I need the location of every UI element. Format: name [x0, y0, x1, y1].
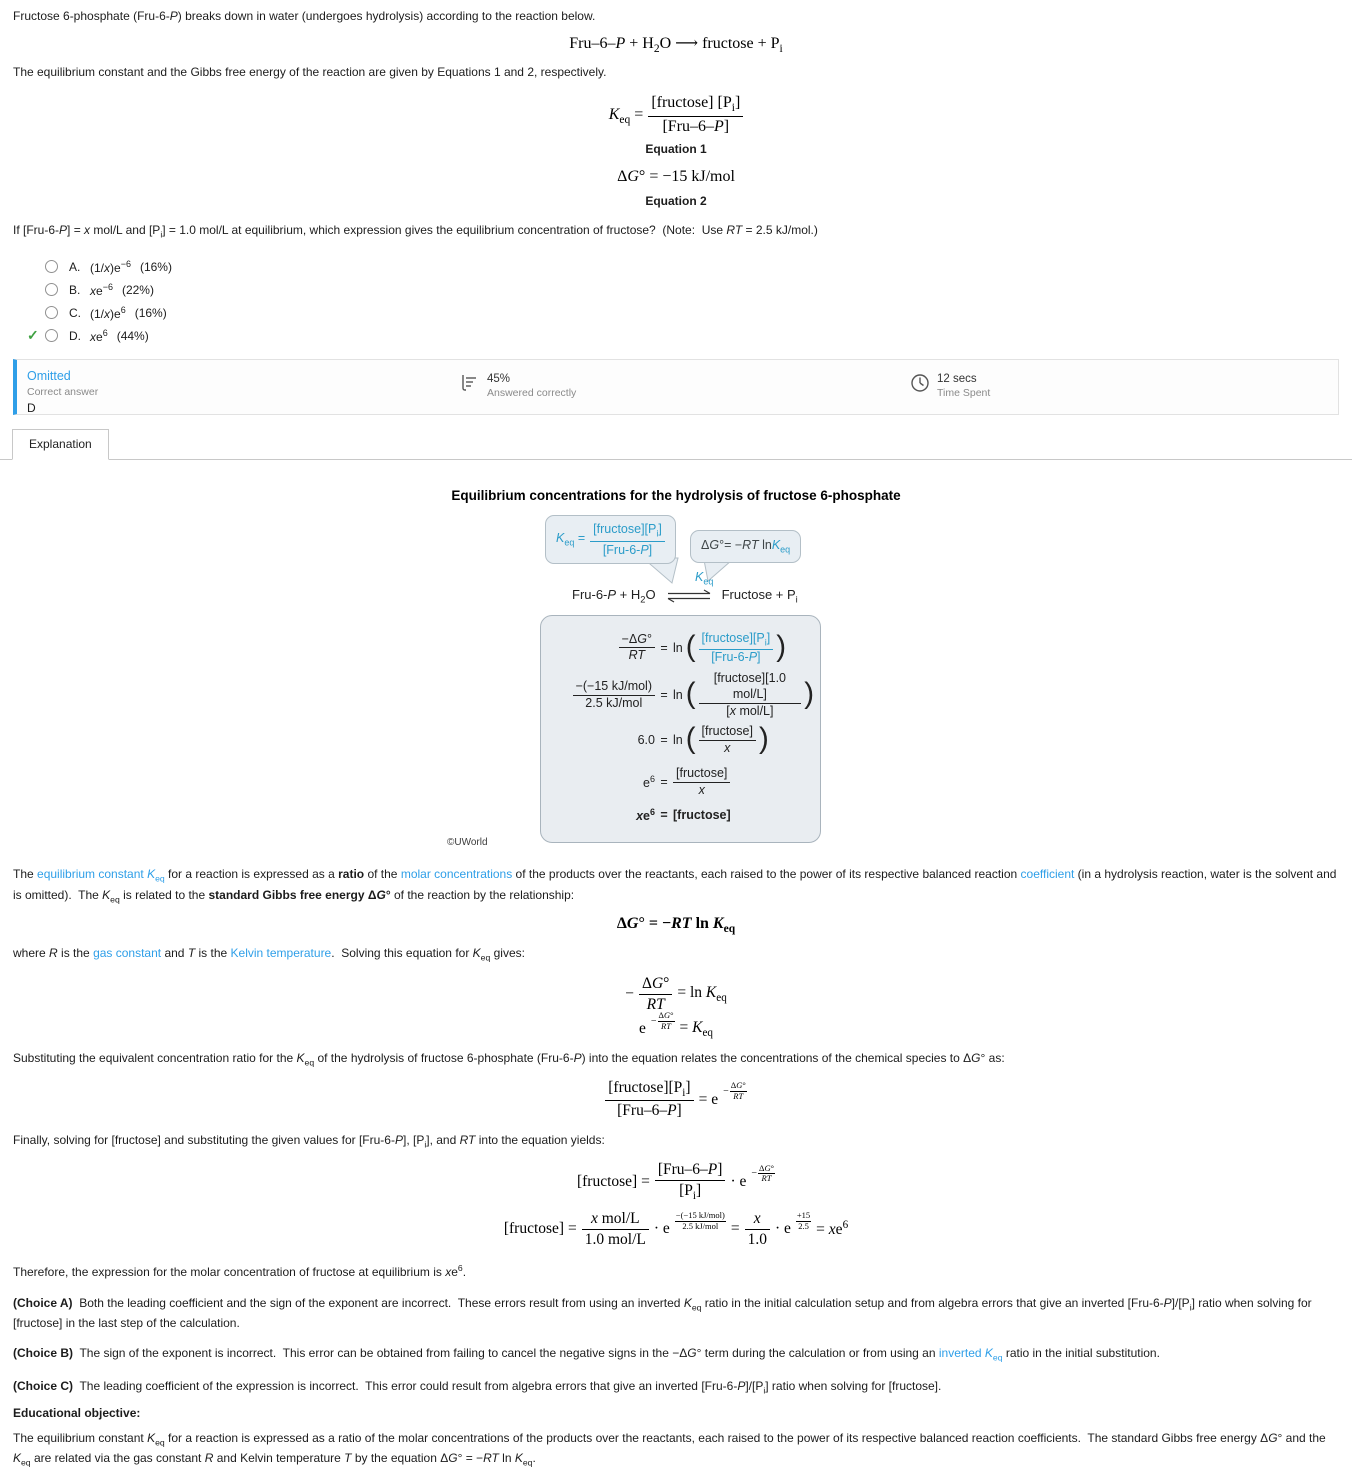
correct-answer-value: D: [27, 400, 36, 415]
reaction-left: $Fru-6-P + H_2O$: [572, 587, 656, 606]
educational-objective-body: The equilibrium constant $K_{eq}$ for a reaction is expressed as a ratio of the molar concentrations of the products over the reactants, each raised to the power of its respective balanced reaction coefficients. The standard Gibbs free energy ΔG° and the $K_{eq}$ are related via the gas constant R and Kelvin temperature T by the equation ΔG° = −RT $\ln K_{eq}$.: [13, 1430, 1326, 1468]
reaction-equation: $Fru-6-P + H_2O$ ⟶ fructose + $P_i$: [569, 35, 783, 56]
percent-correct-value: 45%: [487, 373, 511, 386]
result-card: [13, 359, 1339, 415]
tab-bar: [0, 429, 1352, 460]
explanation-paragraph-3: Substituting the equivalent concentration ratio for the $K_{eq}$ of the hydrolysis of fructose 6-phosphate (Fru-6-P) into the equation relates the concentrations of the chemical species to ΔG° as:: [13, 1050, 1005, 1067]
derivation-box: [540, 615, 821, 843]
educational-objective-title: [13, 1404, 1339, 1422]
question-intro: Fructose 6-phosphate (Fru-6-P) breaks down in water (undergoes hydrolysis) according to the reaction below.: [13, 9, 596, 23]
choice-b-explanation: (Choice B) The sign of the exponent is incorrect. This error can be obtained from failing to cancel the negative signs in the −ΔG° term during the calculation or from using an inverted $K_{eq}$ ratio in the initial substitution.: [13, 1346, 1160, 1363]
time-spent-value: 12 secs: [937, 373, 977, 386]
equation-2: ΔG° = −15 kJ/mol: [617, 168, 735, 186]
choice-letter: C.: [69, 305, 81, 320]
copyright: ©UWorld: [447, 837, 488, 849]
choice-letter: B.: [69, 282, 81, 297]
choice-row-b: [13, 278, 1339, 301]
choice-row-a: [13, 255, 1339, 278]
equation-solve-2: e − $\frac{\Delta G^\circ}{RT}$ = $K_{eq}$: [638, 1009, 714, 1040]
choice-a-explanation: (Choice A) Both the leading coefficient and the sign of the exponent are incorrect. These errors result from using an inverted $K_{eq}$ ratio in the initial calculation setup and from algebra errors that give an inverted $[Fru-6-P]/[P_i]$ ratio when solving for [fructose] in the last step of the calculation.: [13, 1295, 1312, 1331]
explanation-conclusion: Therefore, the expression for the molar concentration of fructose at equilibrium is $xe^6$.: [13, 1262, 467, 1279]
equilibrium-arrows-icon: [665, 589, 713, 603]
choice-percent: (22%): [121, 282, 154, 297]
figure-title: Equilibrium concentrations for the hydrolysis of fructose 6-phosphate: [451, 488, 901, 504]
choice-radio-b[interactable]: [45, 283, 58, 296]
choice-formula: $(1/x)e^{-6}$: [90, 258, 131, 275]
choice-percent: (16%): [139, 259, 172, 274]
choice-radio-a[interactable]: [45, 260, 58, 273]
question-page: [0, 7, 1352, 1470]
correct-answer-label: Correct answer: [27, 386, 99, 399]
choice-c-explanation: (Choice C) The leading coefficient of the expression is incorrect. This error could result from algebra errors that give an inverted $[Fru-6-P]/[P_i]$ ratio when solving for [fructose].: [13, 1378, 942, 1396]
time-spent-block: [910, 372, 990, 401]
equation-substitution: $\frac{[fructose][P_i]}{\text{[Fru–6–P]}}$ = e − $\frac{\Delta G^\circ}{RT}$: [13, 1078, 1339, 1122]
derivation-row-5: $xe^6$ = [fructose]: [636, 807, 731, 824]
choice-letter: D.: [69, 328, 81, 343]
question-prompt: If [Fru-6-P] = x mol/L and $[P_i] = 1.0$ mol/L at equilibrium, which expression gives the equilibrium concentration of fructose? (Note: Use RT = 2.5 kJ/mol.): [13, 223, 818, 240]
delta-g-bubble: ΔG°= −RT lnK$_{eq}$: [690, 530, 801, 563]
educational-objective-heading: Educational objective:: [13, 1405, 141, 1420]
equation-1: $K_{eq}$ = $\frac{[fructose] [P_i]}{\text{[Fru–6–P]}}$: [13, 93, 1339, 138]
choice-radio-d[interactable]: [45, 329, 58, 342]
question-intro-2: The equilibrium constant and the Gibbs free energy of the reaction are given by Equations 1 and 2, respectively.: [13, 65, 607, 80]
choice-percent: (44%): [116, 328, 149, 343]
keq-definition-bubble: $K_{eq}$ = $\frac{[fructose][P_i]}{\text{[Fru-6-P]}}$: [545, 515, 676, 563]
reaction-right: Fructose + $P_i$: [721, 587, 798, 606]
equation-final-1: [fructose] = $\frac{\text{[Fru–6–P]}}{[P_i]}$ · e − $\frac{\Delta G^\circ}{RT}$: [576, 1160, 775, 1203]
keq-arrow-label: $K_{eq}$: [695, 570, 714, 587]
explanation-paragraph-1: The equilibrium constant $K_{eq}$ for a reaction is expressed as a ratio of the molar concentrations of the products over the reactants, each raised to the power of its respective balanced reaction coefficient (in a hydrolysis reaction, water is the solvent and is omitted). The $K_{eq}$ is related to the standard Gibbs free energy ΔG° of the reaction by the relationship:: [13, 867, 1337, 905]
derivation-row-1: $\frac{-\Delta G^\circ}{RT}$ = ln ( $\frac{[fructose][P_i]}{\text{[Fru-6-P]}}$ ): [543, 624, 814, 671]
equation-solve-1: − $\frac{\Delta G^\circ}{RT}$ = $\ln K_{eq}$: [625, 974, 727, 1013]
explanation-body: [0, 865, 1352, 1469]
derivation-row-3: 6.0 = ln ( $\frac{\text{[fructose]}}{x}$ ): [637, 722, 769, 756]
choice-formula: $xe^{-6}$: [90, 281, 113, 298]
choice-percent: (16%): [134, 305, 167, 320]
equation-final-2: [fructose] = $\frac{\text{x mol/L}}{\text{1.0 mol/L}}$ · e −(−15 kJ/mol) 2.5 kJ/mol = $\frac{x}{1.0}$ · e +15 2.5 = $xe^6$: [503, 1209, 849, 1248]
time-spent-label: Time Spent: [937, 387, 991, 400]
equation-1-label: Equation 1: [645, 142, 707, 157]
equation-gibbs: ΔG° = −RT $\ln K_{eq}$: [616, 915, 736, 936]
derivation-row-4: $e^6$ = $\frac{\text{[fructose]}}{x}$: [543, 761, 814, 803]
choice-row-d: [13, 324, 1339, 347]
clock-icon: [910, 373, 930, 393]
percent-correct-block: [460, 372, 576, 401]
bar-chart-icon: [460, 373, 479, 392]
explanation-paragraph-4: Finally, solving for [fructose] and substituting the given values for [Fru-6-P], $[P_i]$, and RT into the equation yields:: [13, 1132, 605, 1149]
choice-formula: $xe^6$: [90, 327, 108, 344]
answer-choices: [13, 255, 1339, 347]
choice-letter: A.: [69, 259, 81, 274]
percent-correct-text: [487, 372, 576, 401]
choice-formula: $(1/x)e^6$: [90, 304, 126, 321]
equation-2-label: Equation 2: [645, 194, 707, 209]
tab-explanation[interactable]: Explanation: [12, 429, 109, 460]
time-spent-text: [937, 372, 990, 401]
status-omitted: Omitted: [27, 369, 71, 384]
result-status-block: [27, 368, 98, 415]
explanation-paragraph-2: where R is the gas constant and T is the Kelvin temperature. Solving this equation for $K_{eq}$ gives:: [13, 946, 525, 963]
derivation-row-2: $\frac{\text{−(−15 kJ/mol)}}{\text{2.5 kJ/mol}}$ = ln ( $\frac{\text{[fructose][1.0 mol/L]}}{\text{[x mol/L]}}$ ): [543, 671, 814, 719]
choice-row-c: [13, 301, 1339, 324]
figure-diagram: [346, 513, 1006, 849]
reaction-scheme: [572, 587, 798, 605]
percent-correct-label: Answered correctly: [487, 387, 577, 400]
choice-radio-c[interactable]: [45, 306, 58, 319]
correct-check-icon: ✓: [27, 327, 39, 344]
